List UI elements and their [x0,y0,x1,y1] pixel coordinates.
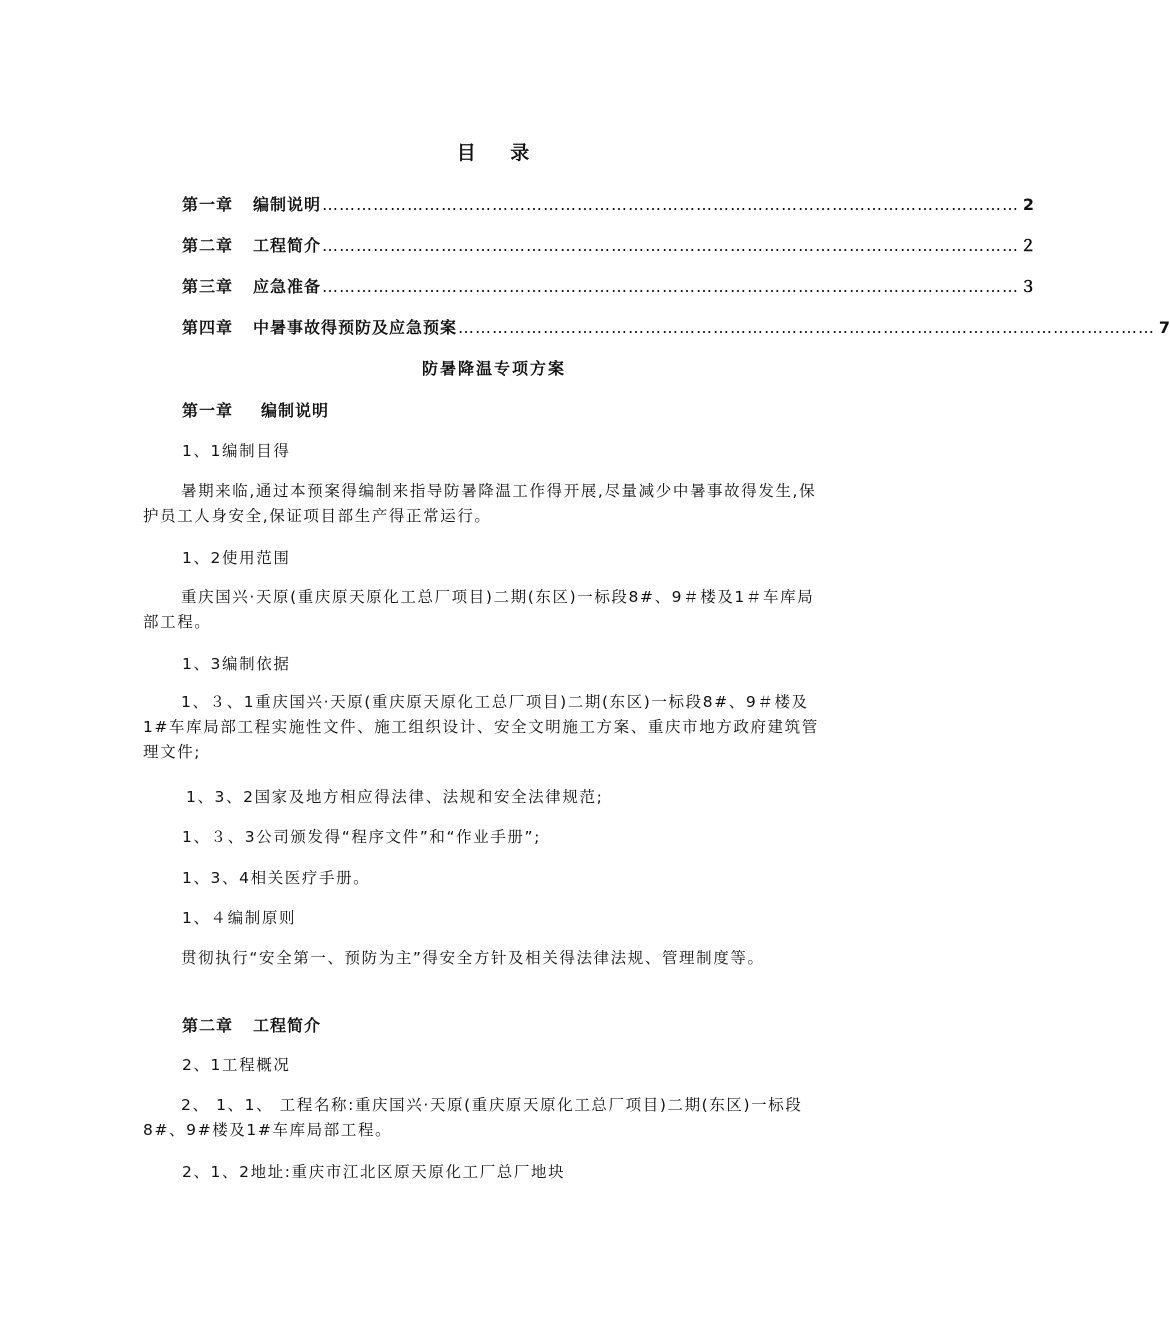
paragraph: 暑期来临,通过本预案得编制来指导防暑降温工作得开展,尽量减少中暑事故得发生,保护员工人身安全,保证项目部生产得正常运行。 [143,482,817,525]
toc-entry-1[interactable] [182,192,1035,218]
paragraph: 2、 1、1、 工程名称:重庆国兴·天原(重庆原天原化工总厂项目)二期(东区)一标段8#、9#楼及1#车库局部工程。 [143,1096,803,1139]
paragraph: 1、３、1重庆国兴·天原(重庆原天原化工总厂项目)二期(东区)一标段8#、9＃楼及1#车库局部工程实施性文件、施工组织设计、安全文明施工方案、重庆市地方政府建筑管理文件; [143,693,819,761]
chapter-label: 第一章 [182,401,234,420]
toc-entry-3[interactable] [182,274,1037,300]
list-item: 1、3、2国家及地方相应得法律、法规和安全法律规范; [186,788,604,806]
section-heading: 1、４编制原则 [182,909,297,927]
toc-entry-2[interactable] [182,233,1037,259]
chapter-label: 第二章 [182,1016,234,1035]
toc-leader-dots: …………………………………………………………………………………………………………… [322,236,1020,255]
toc-entry-text: 应急准备 [253,277,322,296]
document-title: 防暑降温专项方案 [421,359,566,378]
section-heading: 1、3编制依据 [182,655,291,673]
list-item: 1、３、3公司颁发得“程序文件”和“作业手册”; [182,828,541,846]
paragraph: 贯彻执行“安全第一、预防为主”得安全方针及相关得法律法规、管理制度等。 [181,949,765,967]
toc-entry-page: ２ [1020,236,1037,255]
toc-entry-chapter: 第一章 [182,195,234,214]
toc-entry-page: 2 [1022,195,1035,214]
list-item: 1、3、4相关医疗手册。 [182,869,371,887]
toc-entry-page: ３ [1020,277,1037,296]
section-heading: 1、1编制目得 [182,442,291,460]
toc-entry-chapter: 第三章 [182,277,234,296]
toc-entry-4[interactable] [182,315,1170,341]
section-heading: 2、1工程概况 [182,1056,291,1074]
chapter-2-heading [182,1013,321,1036]
toc-entry-page: 7 [1158,318,1170,337]
toc-leader-dots: …………………………………………………………………………………………………………… [322,195,1020,214]
section-heading: 1、2使用范围 [182,549,291,567]
toc-entry-chapter: 第四章 [182,318,234,337]
toc-title: 目 录 [456,142,544,164]
toc-entry-text: 中暑事故得预防及应急预案 [253,318,458,337]
toc-entry-text: 编制说明 [253,195,322,214]
chapter-title: 编制说明 [261,401,330,420]
toc-leader-dots: …………………………………………………………………………………………………………… [458,318,1156,337]
chapter-title: 工程简介 [253,1016,322,1035]
chapter-1-heading [182,398,329,421]
list-item: 2、1、2地址:重庆市江北区原天原化工厂总厂地块 [182,1163,566,1181]
toc-entry-chapter: 第二章 [182,236,234,255]
paragraph: 重庆国兴·天原(重庆原天原化工总厂项目)二期(东区)一标段8#、9＃楼及1＃车库局部工程。 [143,588,815,631]
toc-leader-dots: …………………………………………………………………………………………………………… [322,277,1020,296]
toc-entry-text: 工程简介 [253,236,322,255]
